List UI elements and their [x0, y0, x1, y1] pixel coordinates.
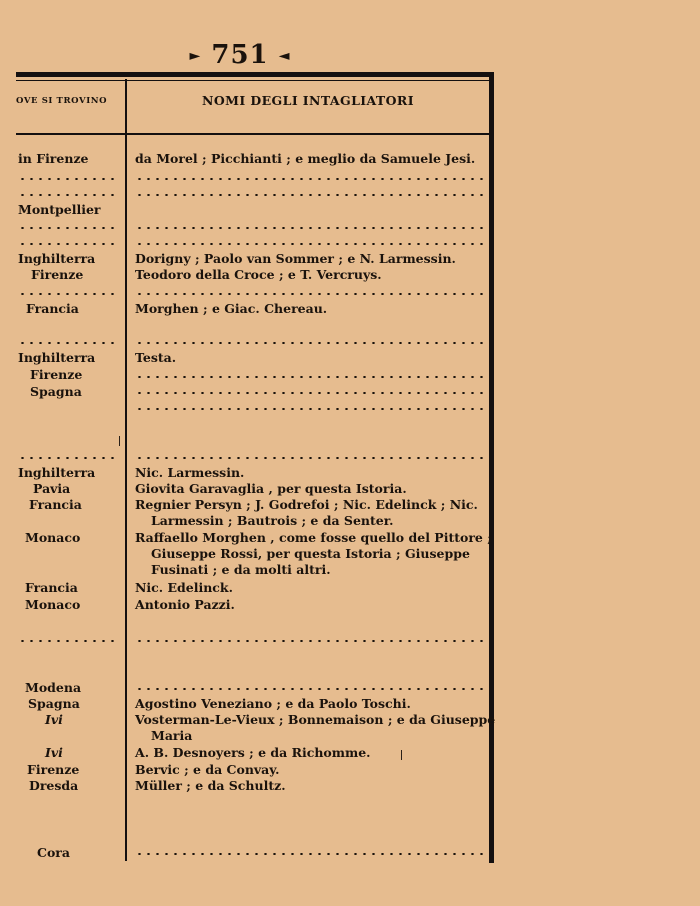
engraver-cell — [135, 745, 485, 761]
engraver-cell — [135, 597, 485, 613]
engraver-line: Testa. — [135, 350, 177, 365]
column-header-engravers: NOMI DEGLI INTAGLIATORI — [202, 93, 414, 108]
engraver-cell — [135, 151, 485, 167]
table-right-border — [489, 76, 494, 863]
dotted-leader — [18, 194, 120, 196]
dotted-leader — [18, 227, 120, 229]
dotted-leader — [135, 457, 483, 459]
engraver-line: da Morel ; Picchianti ; e meglio da Samuele Jesi. — [135, 151, 476, 166]
location-cell: Inghilterra — [18, 350, 96, 365]
location-cell: Inghilterra — [18, 251, 96, 266]
right-arrow-ornament-icon: ◄ — [278, 48, 291, 64]
engraver-line: Fusinati ; e da molti altri. — [151, 562, 331, 577]
engraver-line: Müller ; e da Schultz. — [135, 778, 286, 793]
location-cell: Dresda — [29, 778, 79, 793]
dotted-leader — [18, 178, 120, 180]
dotted-leader — [135, 408, 483, 410]
engraver-line: Giovita Garavaglia , per questa Istoria. — [135, 481, 407, 496]
dotted-leader — [135, 243, 483, 245]
engraver-line: Agostino Veneziano ; e da Paolo Toschi. — [135, 696, 411, 711]
engraver-line: Regnier Persyn ; J. Godrefoi ; Nic. Edelinck ; Nic. — [135, 497, 478, 512]
location-cell: Monaco — [25, 597, 81, 612]
engraver-cell — [135, 267, 485, 283]
dotted-leader — [18, 243, 120, 245]
dotted-leader — [135, 376, 483, 378]
engraver-line: Antonio Pazzi. — [135, 597, 235, 612]
dotted-leader — [135, 853, 483, 855]
dotted-leader — [18, 293, 120, 295]
engraver-line: Dorigny ; Paolo van Sommer ; e N. Larmessin. — [135, 251, 456, 266]
location-cell: Firenze — [27, 762, 80, 777]
engraver-line: Nic. Larmessin. — [135, 465, 245, 480]
location-cell: Montpellier — [18, 202, 101, 217]
location-cell: Ivi — [45, 745, 63, 760]
dotted-leader — [135, 227, 483, 229]
location-cell: Inghilterra — [18, 465, 96, 480]
engraver-cell — [135, 465, 485, 481]
dotted-leader — [18, 640, 120, 642]
location-cell: Modena — [25, 680, 82, 695]
engraver-cell — [135, 497, 485, 529]
engraver-line: Teodoro della Croce ; e T. Vercruys. — [135, 267, 382, 282]
header-bottom-rule — [16, 133, 490, 135]
location-cell: Cora — [37, 845, 70, 860]
engraver-line: A. B. Desnoyers ; e da Richomme. — [135, 745, 371, 760]
page-number — [180, 40, 300, 70]
dotted-leader — [135, 178, 483, 180]
location-cell: Monaco — [25, 530, 81, 545]
dotted-leader — [135, 293, 483, 295]
location-cell: Spagna — [30, 384, 82, 399]
dotted-leader — [135, 194, 483, 196]
engraver-cell — [135, 580, 485, 596]
engraver-cell — [135, 762, 485, 778]
engraver-line: Morghen ; e Giac. Chereau. — [135, 301, 328, 316]
engraver-cell — [135, 251, 485, 267]
location-cell: in Firenze — [18, 151, 89, 166]
column-header-location: OVE SI TROVINO — [16, 96, 108, 106]
location-cell: Pavia — [33, 481, 71, 496]
engraver-cell — [135, 696, 485, 712]
column-divider — [125, 79, 127, 861]
engraver-cell — [135, 350, 485, 366]
table-top-thin-rule — [16, 80, 494, 81]
location-cell: Ivi — [45, 712, 63, 727]
stray-mark — [119, 436, 120, 446]
dotted-leader — [135, 392, 483, 394]
engraver-line: Giuseppe Rossi, per questa Istoria ; Giuseppe — [151, 546, 470, 561]
engraver-line: Larmessin ; Bautrois ; e da Senter. — [151, 513, 394, 528]
dotted-leader — [18, 342, 120, 344]
engraver-line: Nic. Edelinck. — [135, 580, 233, 595]
location-cell: Spagna — [28, 696, 80, 711]
location-cell: Francia — [26, 301, 79, 316]
engraver-cell — [135, 301, 485, 317]
location-cell: Francia — [29, 497, 82, 512]
engraver-cell — [135, 530, 492, 578]
engraver-line: Maria — [151, 728, 193, 743]
stray-mark — [401, 750, 402, 760]
engraver-cell — [135, 712, 496, 744]
dotted-leader — [135, 342, 483, 344]
location-cell: Firenze — [31, 267, 84, 282]
table-top-rule — [16, 72, 494, 77]
engraver-line: Bervic ; e da Convay. — [135, 762, 280, 777]
page-number-value: 751 — [211, 40, 269, 70]
location-cell: Francia — [25, 580, 78, 595]
engraver-line: Raffaello Morghen , come fosse quello del Pittore ; — [135, 530, 492, 545]
location-cell: Firenze — [30, 367, 83, 382]
dotted-leader — [135, 688, 483, 690]
engraver-cell — [135, 778, 485, 794]
dotted-leader — [135, 640, 483, 642]
dotted-leader — [18, 457, 120, 459]
left-arrow-ornament-icon: ► — [189, 48, 202, 64]
engraver-cell — [135, 481, 485, 497]
engraver-line: Vosterman-Le-Vieux ; Bonnemaison ; e da Giuseppe — [135, 712, 496, 727]
